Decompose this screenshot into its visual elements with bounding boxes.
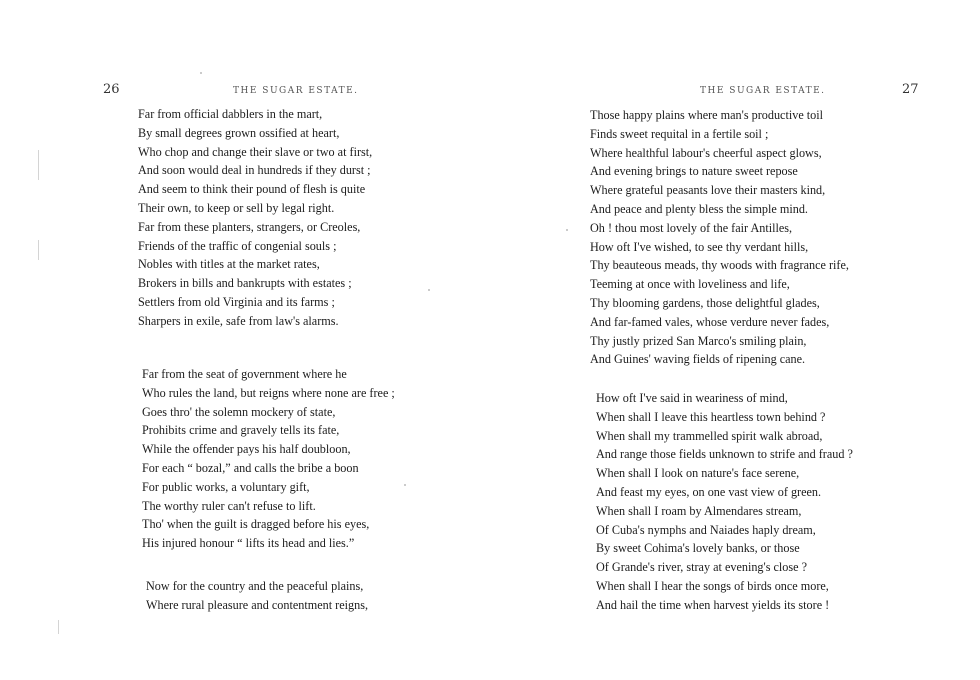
verse-line: Settlers from old Virginia and its farms ;: [138, 294, 335, 309]
verse-line: His injured honour “ lifts its head and lies.”: [142, 536, 355, 551]
verse-line: The worthy ruler can't refuse to lift.: [142, 498, 316, 513]
verse-line: Brokers in bills and bankrupts with estates ;: [138, 276, 352, 291]
verse-line: Of Cuba's nymphs and Naiades haply dream,: [596, 522, 816, 537]
paper-speck: [200, 72, 202, 74]
stanza: [590, 106, 849, 369]
verse-line: Thy blooming gardens, those delightful glades,: [590, 295, 820, 310]
verse-line: For public works, a voluntary gift,: [142, 479, 310, 494]
page-number: 26: [103, 82, 120, 97]
verse-line: When shall I roam by Almendares stream,: [596, 503, 802, 518]
verse-line: How oft I've said in weariness of mind,: [596, 391, 788, 405]
verse-line: Now for the country and the peaceful plains,: [146, 579, 364, 593]
verse-line: Far from these planters, strangers, or Creoles,: [138, 219, 361, 234]
verse-line: While the offender pays his half doubloon,: [142, 442, 351, 457]
paper-speck: [404, 484, 406, 486]
verse-line: And hail the time when harvest yields its store !: [596, 597, 830, 612]
paper-edge-mark: [38, 150, 39, 180]
verse-line: Who chop and change their slave or two at first,: [138, 144, 373, 159]
verse-line: Far from official dabblers in the mart,: [138, 107, 323, 121]
verse-line: Goes thro' the solemn mockery of state,: [142, 404, 336, 419]
verse-line: And far-famed vales, whose verdure never fades,: [590, 314, 830, 329]
page-number: 27: [902, 82, 919, 97]
paper-edge-mark: [58, 620, 59, 634]
verse-line: Where grateful peasants love their masters kind,: [590, 183, 826, 198]
verse-line: When shall I hear the songs of birds once more,: [596, 578, 829, 593]
verse-line: Their own, to keep or sell by legal right.: [138, 200, 335, 215]
verse-line: And Guines' waving fields of ripening cane.: [590, 352, 806, 367]
verse-line: And evening brings to nature sweet repose: [590, 164, 798, 179]
verse-line: Friends of the traffic of congenial souls ;: [138, 238, 337, 253]
verse-line: And feast my eyes, on one vast view of green.: [596, 484, 822, 499]
stanza: [596, 389, 853, 615]
verse-line: Of Grande's river, stray at evening's close ?: [596, 560, 808, 575]
verse-line: For each “ bozal,” and calls the bribe a boon: [142, 460, 359, 475]
verse-line: Nobles with titles at the market rates,: [138, 257, 320, 272]
verse-line: Who rules the land, but reigns where none are free ;: [142, 385, 395, 400]
running-head: THE SUGAR ESTATE.: [233, 86, 359, 96]
verse-line: Thy beauteous meads, thy woods with fragrance rife,: [590, 258, 849, 273]
verse-line: When shall my trammelled spirit walk abroad,: [596, 428, 823, 443]
verse-line: How oft I've wished, to see thy verdant hills,: [590, 239, 809, 254]
running-head: THE SUGAR ESTATE.: [700, 86, 826, 96]
verse-line: And range those fields unknown to strife and fraud ?: [596, 447, 853, 462]
verse-line: Where healthful labour's cheerful aspect glows,: [590, 145, 822, 160]
verse-line: Oh ! thou most lovely of the fair Antilles,: [590, 220, 793, 235]
verse-line: When shall I leave this heartless town behind ?: [596, 409, 826, 424]
paper-speck: [428, 289, 430, 291]
verse-line: Teeming at once with loveliness and life,: [590, 277, 790, 292]
stanza: [146, 577, 368, 615]
verse-line: Finds sweet requital in a fertile soil ;: [590, 126, 769, 141]
verse-line: Where rural pleasure and contentment reigns,: [146, 597, 368, 612]
verse-line: Thy justly prized San Marco's smiling plain,: [590, 333, 807, 348]
verse-line: Prohibits crime and gravely tells its fate,: [142, 423, 340, 438]
verse-line: Those happy plains where man's productive toil: [590, 108, 824, 122]
stanza: [138, 105, 372, 331]
stanza: [142, 365, 395, 553]
verse-line: Far from the seat of government where he: [142, 367, 347, 381]
verse-line: Sharpers in exile, safe from law's alarms.: [138, 313, 339, 328]
verse-line: By sweet Cohima's lovely banks, or those: [596, 541, 800, 556]
paper-speck: [566, 229, 568, 231]
right-page: [490, 0, 980, 680]
verse-line: And soon would deal in hundreds if they durst ;: [138, 163, 371, 178]
paper-edge-mark: [38, 240, 39, 260]
verse-line: When shall I look on nature's face serene,: [596, 466, 800, 481]
verse-line: And seem to think their pound of flesh is quite: [138, 182, 366, 197]
verse-line: Tho' when the guilt is dragged before his eyes,: [142, 517, 370, 532]
verse-line: By small degrees grown ossified at heart,: [138, 125, 340, 140]
verse-line: And peace and plenty bless the simple mind.: [590, 201, 808, 216]
